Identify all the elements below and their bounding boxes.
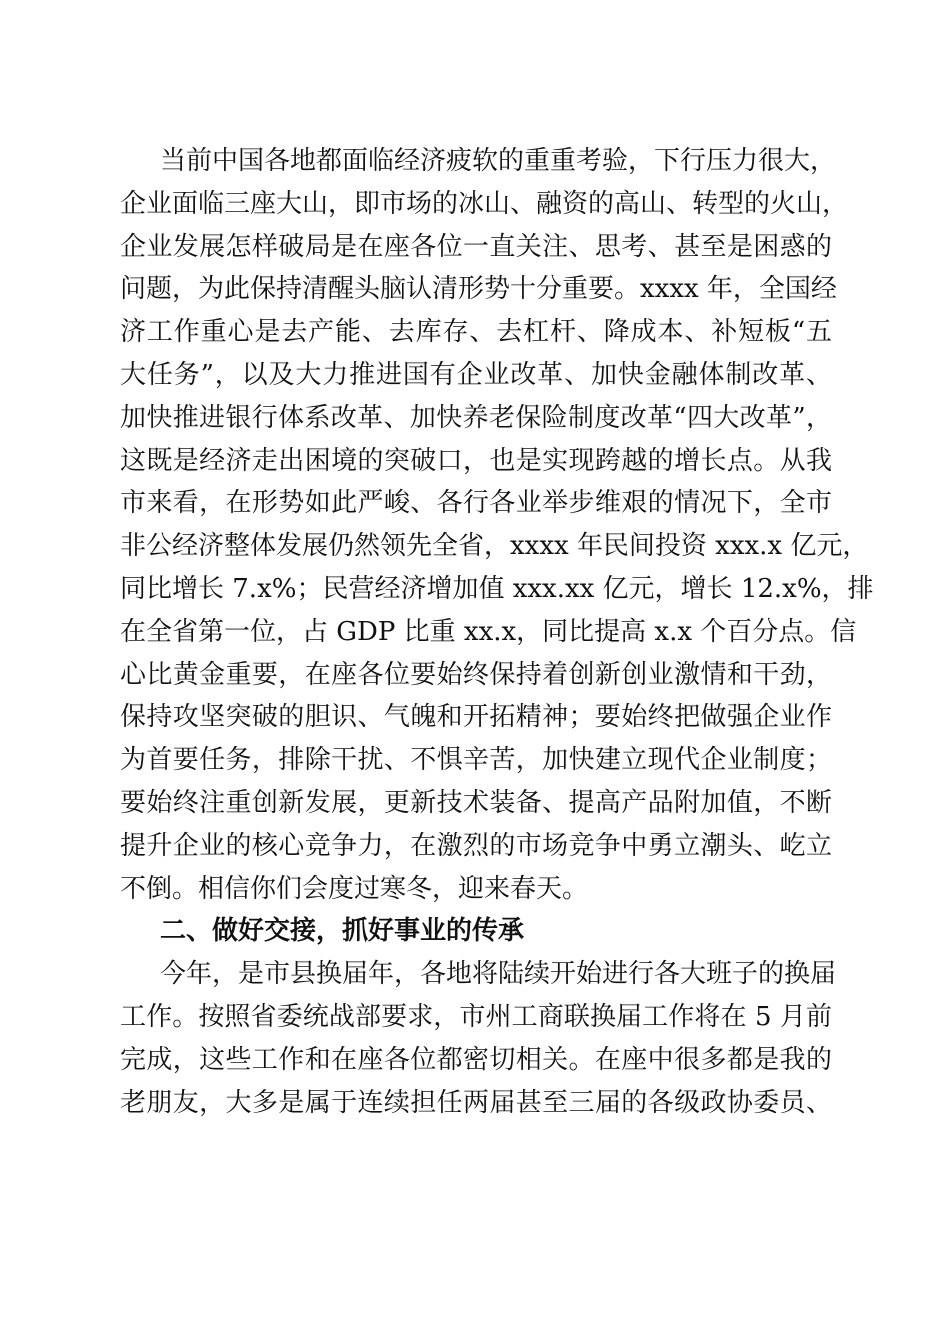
text-line: 这既是经济走出困境的突破口，也是实现跨越的增长点。从我 <box>120 445 832 476</box>
text-line: 不倒。相信你们会度过寒冬，迎来春天。 <box>120 873 589 904</box>
text-line: 问题，为此保持清醒头脑认清形势十分重要。xxxx 年，全国经 <box>120 274 837 305</box>
text-line: 要始终注重创新发展，更新技术装备、提高产品附加值，不断 <box>120 787 832 818</box>
text-line: 完成，这些工作和在座各位都密切相关。在座中很多都是我的 <box>120 1044 832 1075</box>
text-line: 为首要任务，排除干扰、不惧辛苦，加快建立现代企业制度； <box>120 745 832 776</box>
text-line: 非公经济整体发展仍然领先全省，xxxx 年民间投资 xxx.x 亿元， <box>120 531 869 562</box>
text-line: 工作。按照省委统战部要求，市州工商联换届工作将在 5 月前 <box>120 1001 832 1032</box>
paragraph-handover <box>120 953 837 1124</box>
paragraph-economic-situation <box>120 140 874 910</box>
text-line: 企业发展怎样破局是在座各位一直关注、思考、甚至是困惑的 <box>120 231 832 262</box>
text-line: 当前中国各地都面临经济疲软的重重考验，下行压力很大， <box>160 146 837 176</box>
text-line: 在全省第一位，占 GDP 比重 xx.x，同比提高 x.x 个百分点。信 <box>120 616 857 647</box>
text-line: 提升企业的核心竞争力，在激烈的市场竞争中勇立潮头、屹立 <box>120 830 832 861</box>
section-heading: 二、做好交接，抓好事业的传承 <box>160 916 525 947</box>
text-line: 今年，是市县换届年，各地将陆续开始进行各大班子的换届 <box>160 959 837 990</box>
text-line: 企业面临三座大山，即市场的冰山、融资的高山、转型的火山， <box>120 188 849 219</box>
text-line: 保持攻坚突破的胆识、气魄和开拓精神；要始终把做强企业作 <box>120 702 832 733</box>
text-line: 大任务”，以及大力推进国有企业改革、加快金融体制改革、 <box>120 359 832 390</box>
text-line: 加快推进银行体系改革、加快养老保险制度改革“四大改革”， <box>120 402 832 433</box>
text-line: 心比黄金重要，在座各位要始终保持着创新创业激情和干劲， <box>120 659 832 690</box>
text-line: 同比增长 7.x%；民营经济增加值 xxx.xx 亿元，增长 12.x%，排 <box>120 573 874 604</box>
document-body <box>120 140 874 1124</box>
text-line: 老朋友，大多是属于连续担任两届甚至三届的各级政协委员、 <box>120 1087 832 1118</box>
text-line: 市来看，在形势如此严峻、各行各业举步维艰的情况下，全市 <box>120 488 832 519</box>
text-line: 济工作重心是去产能、去库存、去杠杆、降成本、补短板“五 <box>120 317 832 348</box>
